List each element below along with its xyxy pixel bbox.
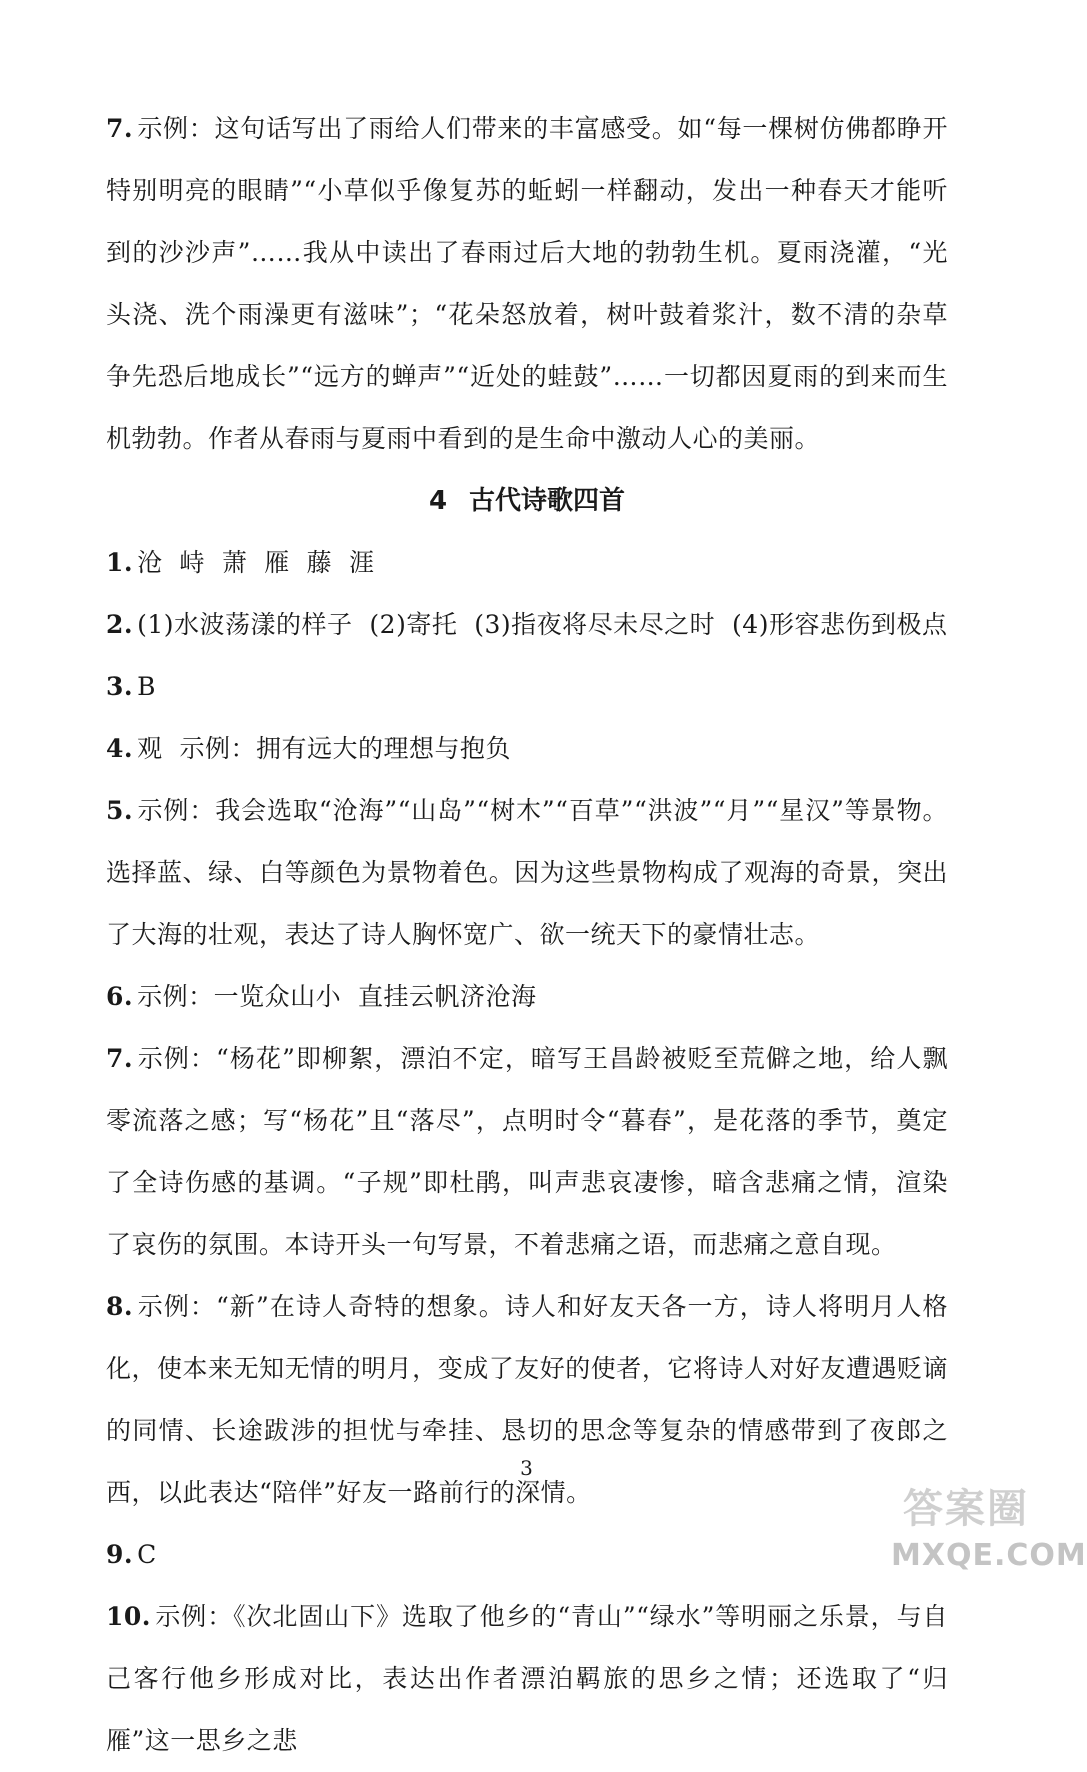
answer-number: 9. <box>106 1540 134 1569</box>
answer-item <box>106 98 948 470</box>
answer-text: B <box>137 672 156 701</box>
answer-number: 1. <box>106 548 134 577</box>
answer-text: C <box>137 1540 157 1569</box>
page-number: 3 <box>520 1456 533 1480</box>
answer-number: 6. <box>106 982 134 1011</box>
answer-number: 10. <box>106 1602 151 1631</box>
answer-text: 示例：我会选取“沧海”“山岛”“树木”“百草”“洪波”“月”“星汉”等景物。选择蓝、绿、白等颜色为景物着色。因为这些景物构成了观海的奇景，突出了大海的壮观，表达了诗人胸怀宽广、欲一统天下的豪情壮志。 <box>106 796 948 949</box>
answer-number: 7. <box>106 114 134 143</box>
answer-text: 示例：《次北固山下》选取了他乡的“青山”“绿水”等明丽之乐景，与自己客行他乡形成对比，表达出作者漂泊羁旅的思乡之情；还选取了“归雁”这一思乡之悲 <box>106 1602 948 1755</box>
answer-text: 示例：“杨花”即柳絮，漂泊不定，暗写王昌龄被贬至荒僻之地，给人飘零流落之感；写“杨花”且“落尽”，点明时令“暮春”，是花落的季节，奠定了全诗伤感的基调。“子规”即杜鹃，叫声悲哀凄惨，暗含悲痛之情，渲染了哀伤的氛围。本诗开头一句写景，不着悲痛之语，而悲痛之意自现。 <box>106 1044 948 1259</box>
answer-number: 4. <box>106 734 134 763</box>
answer-text: 沧 峙 萧 雁 藤 涯 <box>137 548 375 577</box>
answer-item <box>106 656 948 718</box>
answer-item <box>106 1524 948 1586</box>
answer-number: 5. <box>106 796 134 825</box>
answer-text: 示例：这句话写出了雨给人们带来的丰富感受。如“每一棵树仿佛都睁开特别明亮的眼睛”“小草似乎像复苏的蚯蚓一样翻动，发出一种春天才能听到的沙沙声”……我从中读出了春雨过后大地的勃勃生机。夏雨浇灌，“光头浇、洗个雨澡更有滋味”；“花朵怒放着，树叶鼓着浆汁，数不清的杂草争先恐后地成长”“远方的蝉声”“近处的蛙鼓”……一切都因夏雨的到来而生机勃勃。作者从春雨与夏雨中看到的是生命中激动人心的美丽。 <box>106 114 948 453</box>
answer-item <box>106 1028 948 1276</box>
section-number: 4 <box>428 486 448 516</box>
answer-item <box>106 1586 948 1772</box>
answer-item <box>106 532 948 594</box>
watermark-logo-text: 答案圈 <box>903 1486 1029 1532</box>
section-heading <box>106 470 948 532</box>
answer-item <box>106 1276 948 1524</box>
answer-item <box>106 966 948 1028</box>
answer-content <box>106 98 948 1772</box>
answer-text: 示例：一览众山小 直挂云帆济沧海 <box>137 982 537 1011</box>
answer-item <box>106 594 948 656</box>
answer-number: 8. <box>106 1292 134 1321</box>
section-title: 古代诗歌四首 <box>469 486 626 516</box>
answer-text: (1)水波荡漾的样子 (2)寄托 (3)指夜将尽未尽之时 (4)形容悲伤到极点 <box>137 610 948 639</box>
answer-number: 7. <box>106 1044 134 1073</box>
answer-text: 观 示例：拥有远大的理想与抱负 <box>137 734 512 763</box>
answer-number: 3. <box>106 672 134 701</box>
answer-number: 2. <box>106 610 134 639</box>
watermark-logo <box>891 1482 1087 1594</box>
answer-text: 示例：“新”在诗人奇特的想象。诗人和好友天各一方，诗人将明月人格化，使本来无知无情的明月，变成了友好的使者，它将诗人对好友遭遇贬谪的同情、长途跋涉的担忧与牵挂、恳切的思念等复杂的情感带到了夜郎之西，以此表达“陪伴”好友一路前行的深情。 <box>106 1292 948 1507</box>
answer-item <box>106 780 948 966</box>
watermark-url: MXQE.COM <box>891 1538 1087 1573</box>
answer-item <box>106 718 948 780</box>
